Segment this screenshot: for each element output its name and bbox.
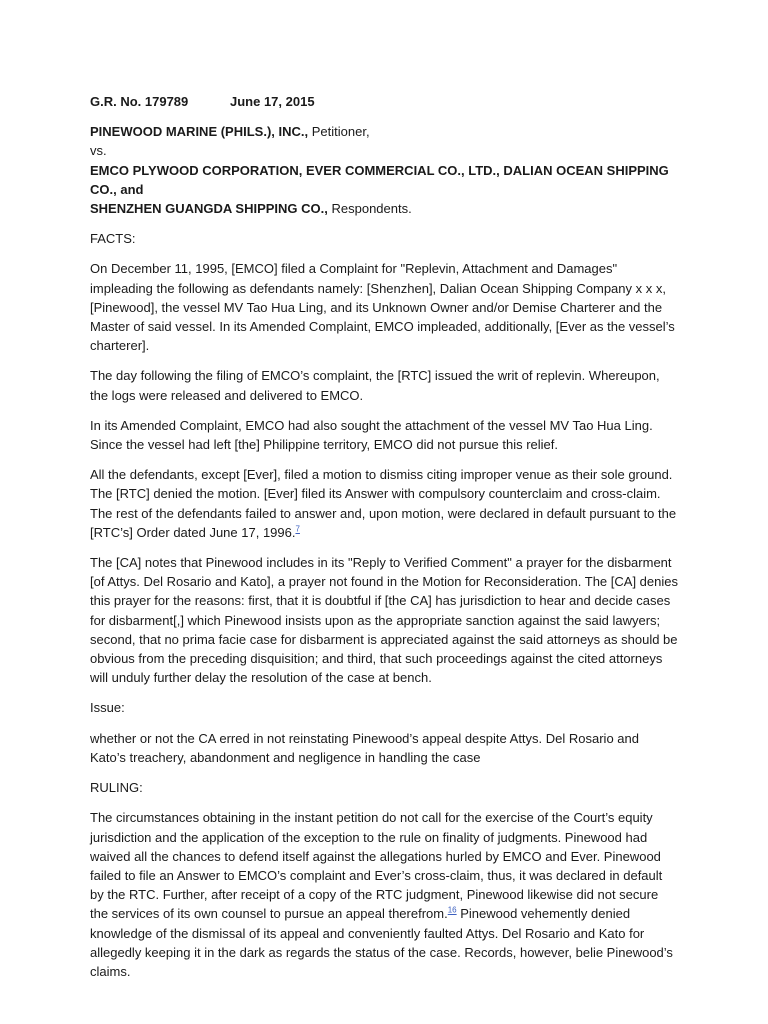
- facts-paragraph-2: The day following the filing of EMCO’s complaint, the [RTC] issued the writ of replevin. Whereupon, the logs were released and delivered to EMCO.: [90, 368, 660, 403]
- respondents-block: [90, 161, 678, 219]
- respondents-role: Respondents.: [327, 201, 412, 217]
- ruling-text-a: The circumstances obtaining in the instant petition do not call for the exercise of the Court’s equity jurisdiction and the application of the exception to the rule on finality of judgments. Pinewood had waived all the chances to defend itself against the allegations hurled by EMCO and Ever. Pinewood failed to file an Answer to EMCO’s complaint and Ever’s cross-claim, thus, it was declared in default by the RTC. Further, after receipt of a copy of the RTC judgment, Pinewood likewise did not secure the services of its own counsel to pursue an appeal therefrom.: [90, 810, 663, 922]
- facts-paragraph-4: [90, 465, 678, 542]
- facts-paragraph-4-text: All the defendants, except [Ever], filed a motion to dismiss citing improper venue as their sole ground. The [RTC] denied the motion. [Ever] filed its Answer with compulsory counterclaim and cross-claim. The rest of the defendants failed to answer and, upon motion, were declared in default pursuant to the [RTC’s] Order dated June 17, 1996.: [90, 467, 677, 540]
- decision-date: June 17, 2015: [230, 94, 315, 109]
- petitioner-role: Petitioner,: [308, 124, 370, 140]
- versus-label: vs.: [90, 143, 107, 159]
- facts-heading: FACTS:: [90, 231, 136, 247]
- issue-heading: Issue:: [90, 700, 125, 716]
- ruling-heading: RULING:: [90, 780, 143, 796]
- issue-text: whether or not the CA erred in not reinstating Pinewood’s appeal despite Attys. Del Rosario and Kato’s treachery, abandonment and negligence in handling the case: [90, 730, 639, 765]
- facts-paragraph-5: The [CA] notes that Pinewood includes in its "Reply to Verified Comment" a prayer for the disbarment [of Attys. Del Rosario and Kato], a prayer not found in the Motion for Reconsideration. The [CA] denies this prayer for the reasons: first, that it is doubtful if [the CA] has jurisdiction to hear and decide cases for disbarment[,] which Pinewood insists upon as the appropriate sanction against the said lawyers; second, that no prima facie case for disbarment is appreciated against the said attorneys as should be obvious from the preceding disquisition; and third, that such proceedings against the cited attorneys will unduly further delay the resolution of the case at bench.: [90, 555, 678, 686]
- ruling-text: [90, 808, 678, 981]
- petitioner-name: PINEWOOD MARINE (PHILS.), INC.,: [90, 124, 309, 140]
- respondents-line2: SHENZHEN GUANGDA SHIPPING CO.,: [90, 201, 328, 217]
- case-header: [90, 92, 678, 111]
- ruling-text-b: Pinewood vehemently denied knowledge of the dismissal of its appeal and conveniently faulted Attys. Del Rosario and Kato for allegedly keeping it in the dark as regards the status of the case. Records, however, belie Pinewood’s claims.: [90, 906, 673, 979]
- facts-paragraph-1: On December 11, 1995, [EMCO] filed a Complaint for "Replevin, Attachment and Damages" impleading the following as defendants namely: [Shenzhen], Dalian Ocean Shipping Company x x x, [Pinewood], the vessel MV Tao Hua Ling, and its Unknown Owner and/or Demise Charterer and the Master of said vessel. In its Amended Complaint, EMCO impleaded, additionally, [Ever as the vessel’s charterer].: [90, 261, 675, 354]
- gr-number: G.R. No. 179789: [90, 94, 189, 109]
- footnote-link-7[interactable]: 7: [295, 524, 300, 534]
- respondents-line1: EMCO PLYWOOD CORPORATION, EVER COMMERCIAL CO., LTD., DALIAN OCEAN SHIPPING CO., and: [90, 162, 669, 197]
- footnote-link-16[interactable]: 16: [447, 905, 457, 915]
- facts-paragraph-3: In its Amended Complaint, EMCO had also sought the attachment of the vessel MV Tao Hua Ling. Since the vessel had left [the] Philippine territory, EMCO did not pursue this relief.: [90, 417, 653, 453]
- petitioner-line: [90, 122, 678, 141]
